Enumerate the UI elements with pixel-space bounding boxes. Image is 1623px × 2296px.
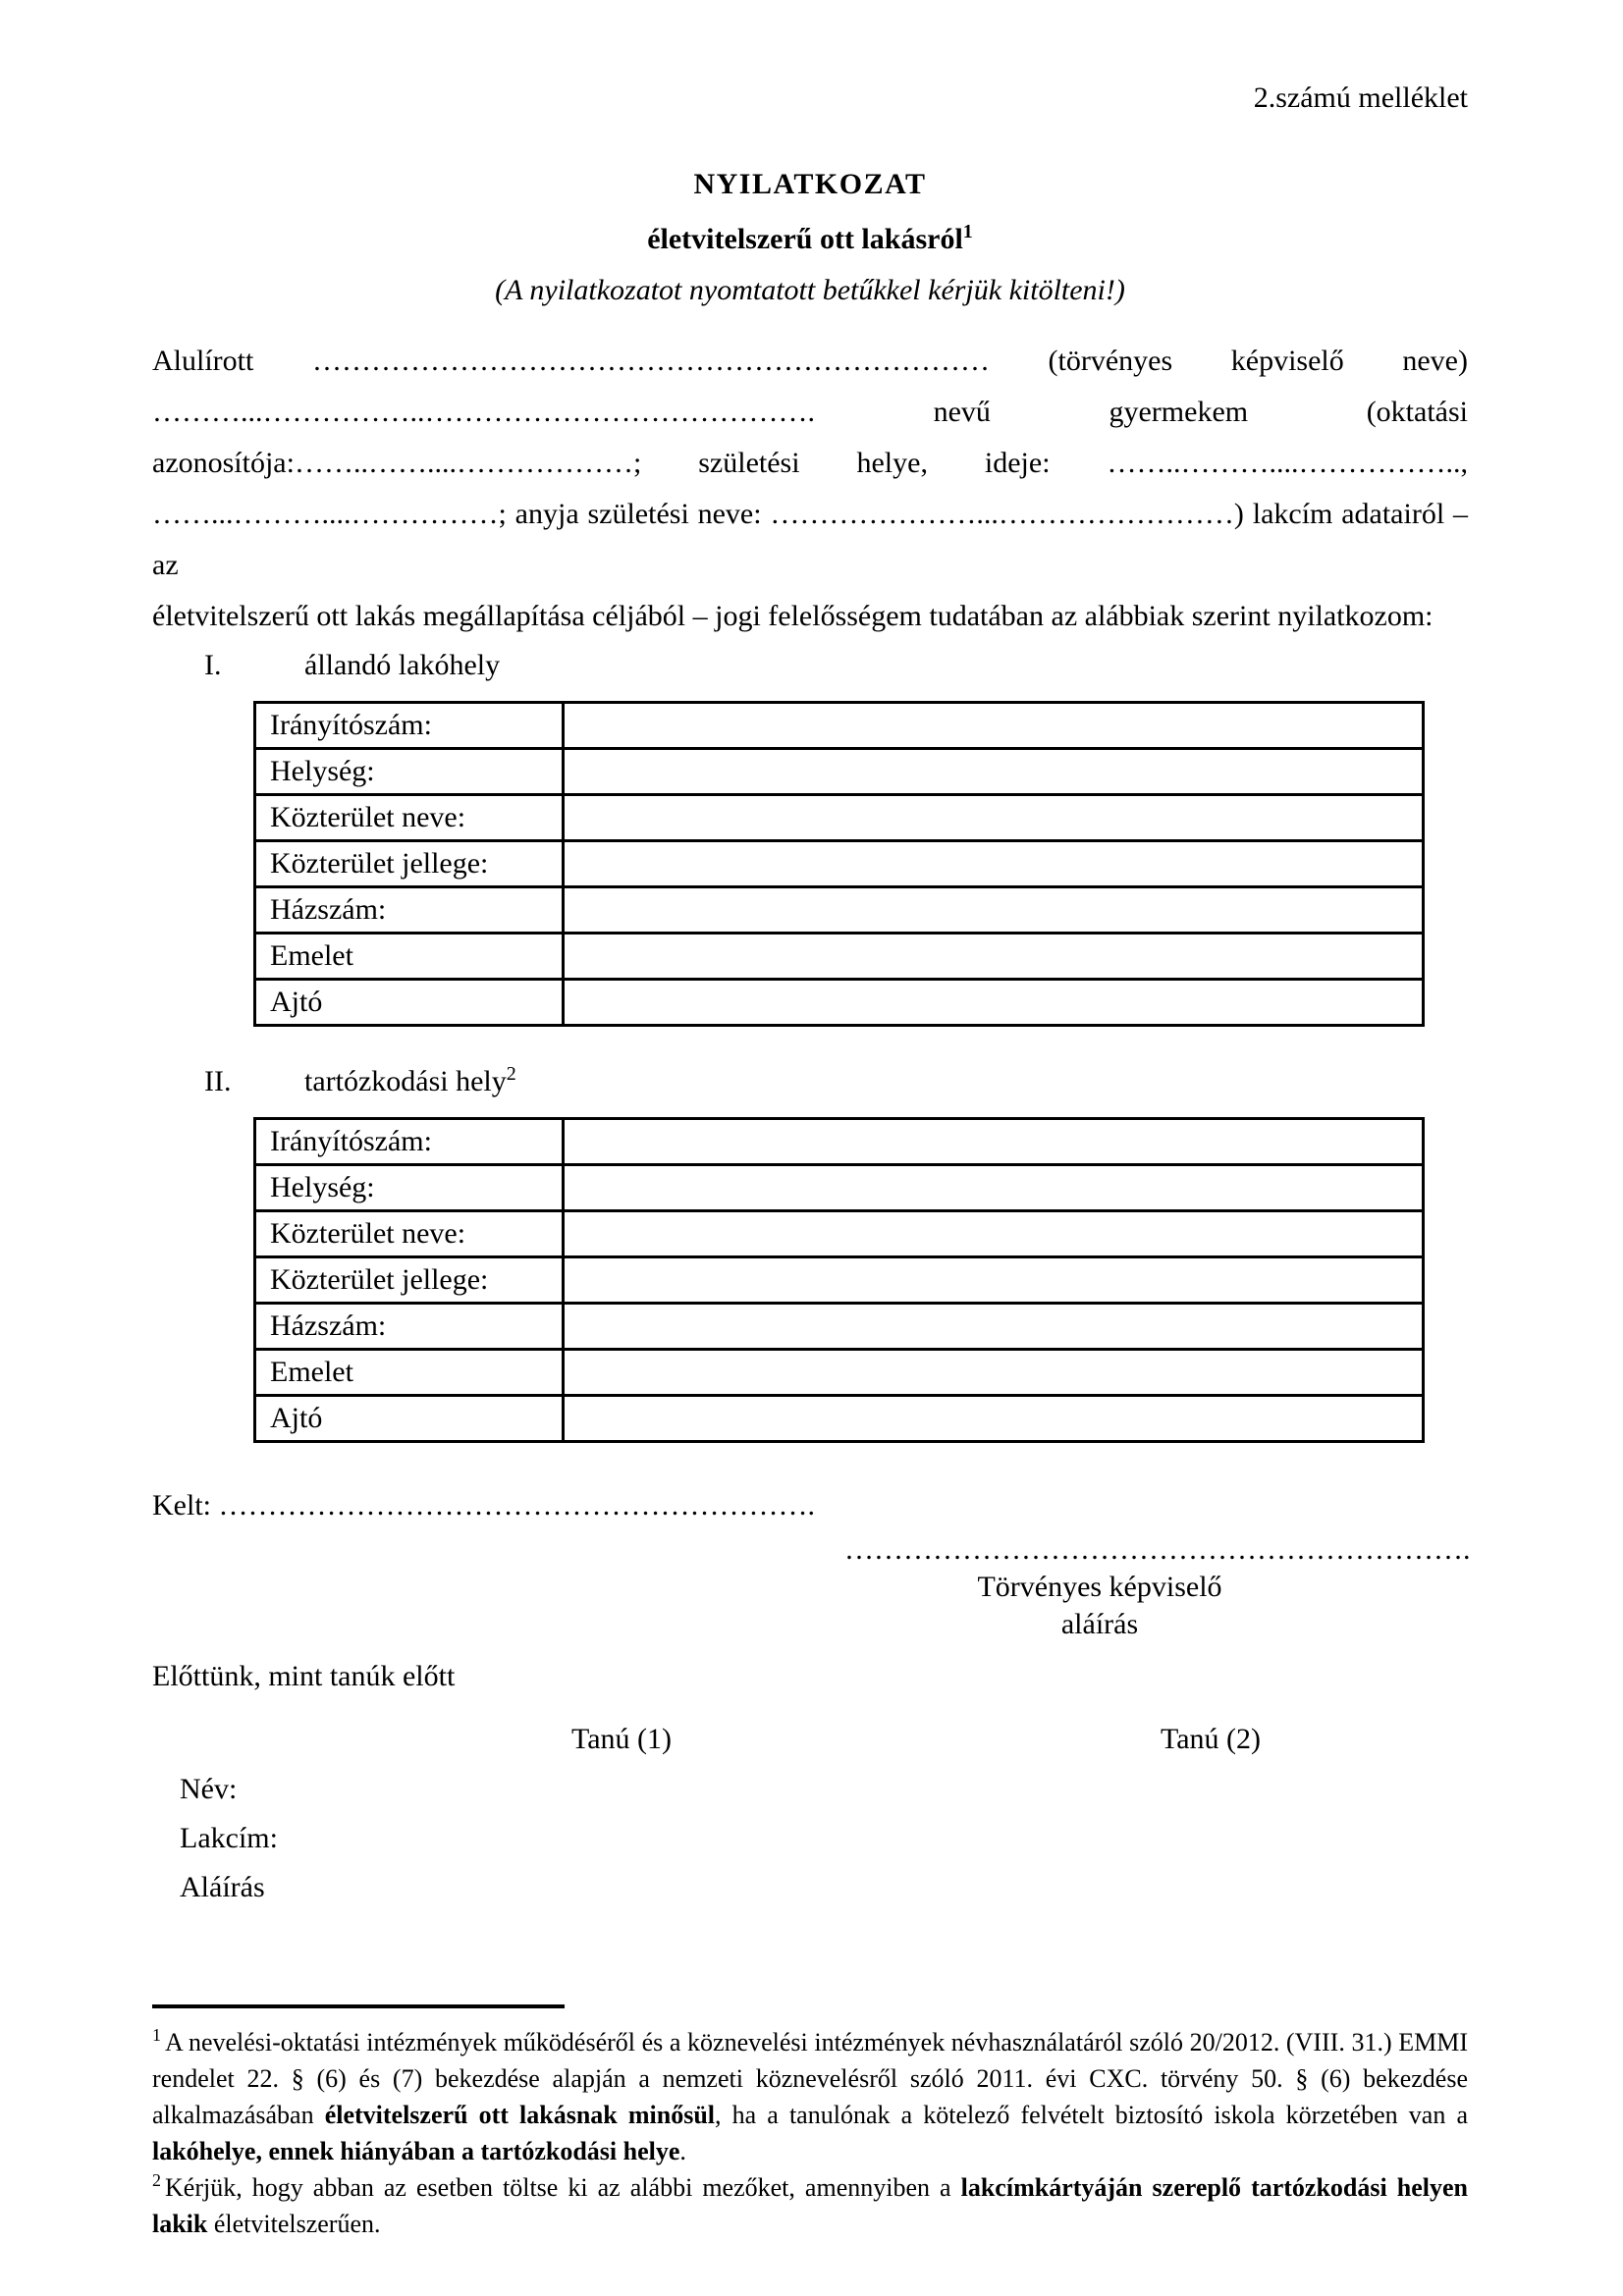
input-cell-floor[interactable] — [564, 934, 1424, 980]
signature-block — [844, 1531, 1471, 1643]
table-row — [255, 1257, 1424, 1304]
footnote-ref-1: 1 — [962, 221, 973, 242]
table-row — [255, 703, 1424, 749]
input-cell-door[interactable] — [564, 980, 1424, 1026]
intro-line: életvitelszerű ott lakás megállapítása céljából – jogi felelősségem tudatában az alábbiak szerint nyilatkozom: — [152, 600, 1434, 632]
section-2-numeral: II. — [204, 1065, 232, 1097]
intro-line: azonosítója:……..……....………………; születési helye, ideje: ……..………....…………….., — [152, 447, 1468, 479]
section-1-heading — [152, 646, 1468, 685]
row-label-settlement: Helység: — [255, 749, 564, 795]
input-cell-postcode[interactable] — [564, 1119, 1424, 1165]
section-1-title: állandó lakóhely — [304, 649, 501, 681]
input-cell-postcode[interactable] — [564, 703, 1424, 749]
table-row — [255, 841, 1424, 887]
input-cell-street-name[interactable] — [564, 795, 1424, 841]
footnote-2-marker: 2 — [152, 2170, 161, 2191]
table-row — [255, 934, 1424, 980]
document-subtitle — [152, 220, 1468, 259]
section-2-title-text: tartózkodási hely — [304, 1065, 507, 1097]
annex-label: 2.számú melléklet — [1253, 81, 1468, 114]
input-cell-house-number[interactable] — [564, 1304, 1424, 1350]
input-cell-door[interactable] — [564, 1396, 1424, 1442]
signature-role: Törvényes képviselő — [977, 1571, 1222, 1603]
footnote-separator — [152, 2004, 565, 2008]
table-row — [255, 749, 1424, 795]
table-row — [255, 1304, 1424, 1350]
intro-line: ………...……………..…………………………………. nevű gyermekem (oktatási — [152, 396, 1468, 428]
row-label-floor: Emelet — [255, 1350, 564, 1396]
input-cell-floor[interactable] — [564, 1350, 1424, 1396]
footnote-1-bold: lakóhelye, ennek hiányában a tartózkodási helye — [152, 2137, 680, 2165]
section-1-numeral: I. — [204, 649, 222, 681]
footnote-1 — [152, 2024, 1468, 2169]
date-label: Kelt: — [152, 1489, 211, 1522]
row-label-house-number: Házszám: — [255, 887, 564, 934]
footnote-2-text: életvitelszerűen. — [207, 2210, 381, 2238]
table-row — [255, 887, 1424, 934]
input-cell-settlement[interactable] — [564, 1165, 1424, 1211]
row-label-street-type: Közterület jellege: — [255, 841, 564, 887]
witness-headers — [152, 1720, 1468, 1759]
input-cell-street-type[interactable] — [564, 841, 1424, 887]
row-label-postcode: Irányítószám: — [255, 703, 564, 749]
table-row — [255, 1396, 1424, 1442]
footnote-ref-2: 2 — [506, 1063, 516, 1085]
footnote-2-bold: lakcímkártyáján szereplő tartózkodási helyen lakik — [152, 2173, 1468, 2238]
table-row — [255, 1165, 1424, 1211]
intro-paragraph — [152, 336, 1468, 642]
intro-line: Alulírott …………………………………………………………… (törvényes képviselő neve) — [152, 345, 1468, 377]
permanent-address-table — [253, 701, 1425, 1027]
footnote-1-marker: 1 — [152, 2025, 161, 2046]
row-label-floor: Emelet — [255, 934, 564, 980]
section-2-title — [304, 1062, 1468, 1101]
footnotes — [152, 2004, 1468, 2242]
document-subtitle-text: életvitelszerű ott lakásról — [647, 223, 963, 255]
witness-intro: Előttünk, mint tanúk előtt — [152, 1660, 456, 1692]
residence-address-table — [253, 1117, 1425, 1443]
row-label-street-name: Közterület neve: — [255, 1211, 564, 1257]
signature-line[interactable]: ………………………………………………………. — [844, 1533, 1471, 1566]
witness-signature-label: Aláírás — [180, 1871, 265, 1903]
row-label-street-name: Közterület neve: — [255, 795, 564, 841]
table-row — [255, 1119, 1424, 1165]
section-2-heading — [152, 1062, 1468, 1101]
input-cell-settlement[interactable] — [564, 749, 1424, 795]
table-row — [255, 980, 1424, 1026]
intro-line: ……...………....……………; anyja születési neve: …………………...……………………) lakcím adatairól – az — [152, 498, 1468, 581]
footnote-1-text: A nevelési-oktatási intézmények működéséről és a köznevelési intézmények névhasználatáról szóló 20/2012. (VIII. 31.) EMMI rendelet 22. § (6) és (7) bekezdése alapján a nemzeti köznevelésről szóló 2011. évi CXC. törvény 50. § (6) bekezdése alkalmazásában — [152, 2028, 1468, 2129]
table-row — [255, 1350, 1424, 1396]
footnote-1-text: , ha a tanulónak a kötelező felvételt biztosító iskola körzetében van a — [715, 2101, 1468, 2129]
footnote-2-text: Kérjük, hogy abban az esetben töltse ki az alábbi mezőket, amennyiben a — [165, 2173, 961, 2202]
row-label-door: Ajtó — [255, 1396, 564, 1442]
input-cell-street-name[interactable] — [564, 1211, 1424, 1257]
input-cell-house-number[interactable] — [564, 887, 1424, 934]
footnote-2 — [152, 2169, 1468, 2242]
witness-2-header: Tanú (2) — [1160, 1723, 1262, 1755]
table-row — [255, 795, 1424, 841]
table-row — [255, 1211, 1424, 1257]
row-label-settlement: Helység: — [255, 1165, 564, 1211]
fill-instruction: (A nyilatkozatot nyomtatott betűkkel kérjük kitölteni!) — [495, 274, 1125, 306]
witness-1-header: Tanú (1) — [570, 1723, 673, 1755]
row-label-house-number: Házszám: — [255, 1304, 564, 1350]
input-cell-street-type[interactable] — [564, 1257, 1424, 1304]
witness-name-label: Név: — [180, 1773, 238, 1805]
witness-address-label: Lakcím: — [180, 1822, 278, 1854]
date-blank[interactable]: ……………………………………………………. — [218, 1489, 815, 1522]
footnote-1-bold: életvitelszerű ott lakásnak minősül — [324, 2101, 716, 2129]
row-label-postcode: Irányítószám: — [255, 1119, 564, 1165]
signature-caption: aláírás — [1060, 1608, 1139, 1640]
row-label-street-type: Közterület jellege: — [255, 1257, 564, 1304]
document-title: NYILATKOZAT — [693, 168, 927, 200]
witness-fields — [152, 1771, 1468, 1906]
date-line — [152, 1486, 1468, 1525]
row-label-door: Ajtó — [255, 980, 564, 1026]
footnote-1-text: . — [679, 2137, 686, 2165]
